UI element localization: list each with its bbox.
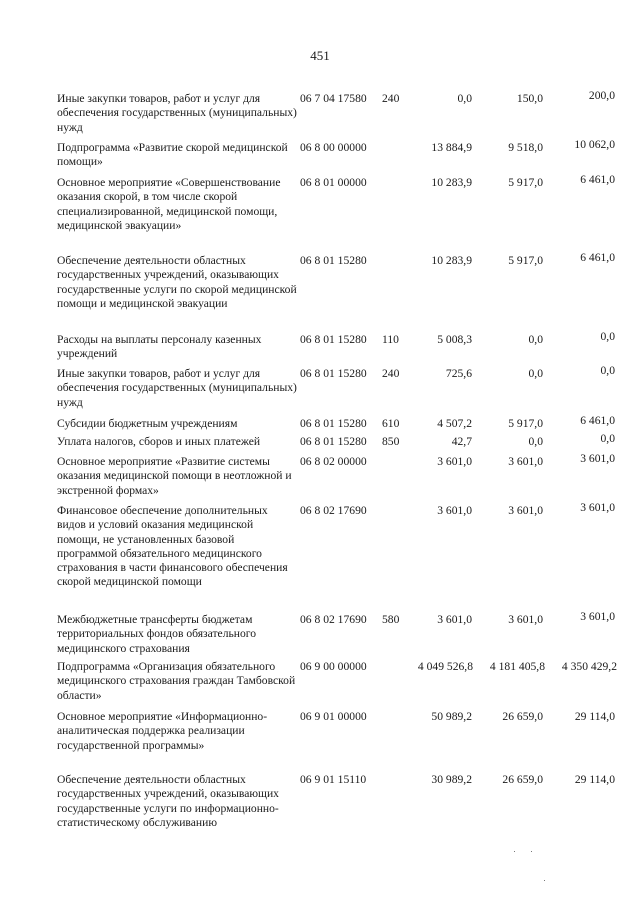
- row-name: Основное мероприятие «Информационно-аналитическая поддержка реализации государственной программы»: [57, 710, 268, 752]
- row-value-3: 3 601,0: [580, 452, 615, 465]
- row-value-1: 10 283,9: [431, 254, 472, 267]
- row-value-2: 0,0: [528, 435, 543, 448]
- row-vr: 240: [382, 92, 400, 105]
- row-value-3: 3 601,0: [580, 501, 615, 514]
- row-value-1: 3 601,0: [437, 455, 472, 468]
- row-code: 06 9 01 15110: [300, 773, 367, 786]
- row-value-2: 3 601,0: [508, 455, 543, 468]
- row-name: Обеспечение деятельности областных государственных учреждений, оказывающих государственные услуги по скорой медицинской помощи и медицинской эвакуации: [57, 254, 297, 310]
- row-value-3: 0,0: [600, 364, 615, 377]
- row-name: Расходы на выплаты персоналу казенных учреждений: [57, 333, 262, 361]
- scan-speck: [544, 880, 545, 881]
- row-value-1: 3 601,0: [437, 504, 472, 517]
- row-value-1: 725,6: [445, 367, 472, 380]
- row-value-2: 26 659,0: [502, 773, 543, 786]
- row-value-1: 0,0: [457, 92, 472, 105]
- row-vr: 110: [382, 333, 399, 346]
- row-name: Иные закупки товаров, работ и услуг для обеспечения государственных (муниципальных) нужд: [57, 367, 297, 409]
- row-value-3: 0,0: [600, 432, 615, 445]
- row-name: Межбюджетные трансферты бюджетам территориальных фондов обязательного медицинского страхования: [57, 613, 257, 655]
- row-value-3: 10 062,0: [574, 138, 615, 151]
- row-code: 06 8 01 00000: [300, 176, 367, 189]
- row-value-1: 50 989,2: [431, 710, 472, 723]
- row-vr: 240: [382, 367, 400, 380]
- row-value-2: 5 917,0: [508, 417, 543, 430]
- row-name: Подпрограмма «Организация обязательного медицинского страхования граждан Тамбовской области»: [57, 660, 296, 702]
- row-value-2: 0,0: [528, 367, 543, 380]
- row-value-3: 0,0: [600, 330, 615, 343]
- scan-speck: [531, 851, 532, 852]
- row-value-2: 3 601,0: [508, 504, 543, 517]
- row-vr: 610: [382, 417, 400, 430]
- row-code: 06 8 01 15280: [300, 417, 367, 430]
- row-code: 06 8 01 15280: [300, 254, 367, 267]
- row-code: 06 8 01 15280: [300, 333, 367, 346]
- row-code: 06 8 01 15280: [300, 367, 367, 380]
- row-code: 06 8 00 00000: [300, 141, 367, 154]
- row-value-1: 4 049 526,8: [417, 660, 473, 673]
- row-code: 06 8 01 15280: [300, 435, 367, 448]
- row-vr: 580: [382, 613, 400, 626]
- row-value-2: 0,0: [528, 333, 543, 346]
- row-value-2: 150,0: [516, 92, 543, 105]
- row-name: Основное мероприятие «Совершенствование оказания скорой, в том числе скорой специализированной, медицинской помощи, медицинской эвакуации»: [57, 176, 281, 232]
- row-value-1: 42,7: [451, 435, 472, 448]
- row-value-2: 5 917,0: [508, 176, 543, 189]
- row-value-3: 200,0: [588, 89, 615, 102]
- row-name: Основное мероприятие «Развитие системы оказания медицинской помощи в неотложной и экстренной формах»: [57, 455, 292, 497]
- row-code: 06 9 01 00000: [300, 710, 367, 723]
- row-value-3: 4 350 429,2: [561, 660, 617, 673]
- row-vr: 850: [382, 435, 400, 448]
- row-value-2: 26 659,0: [502, 710, 543, 723]
- row-name: Подпрограмма «Развитие скорой медицинской помощи»: [57, 141, 288, 169]
- row-code: 06 8 02 17690: [300, 504, 367, 517]
- row-value-3: 6 461,0: [580, 251, 615, 264]
- row-value-1: 30 989,2: [431, 773, 472, 786]
- row-code: 06 7 04 17580: [300, 92, 367, 105]
- row-code: 06 8 02 00000: [300, 455, 367, 468]
- row-value-1: 10 283,9: [431, 176, 472, 189]
- row-value-3: 6 461,0: [580, 173, 615, 186]
- row-value-2: 5 917,0: [508, 254, 543, 267]
- row-value-2: 3 601,0: [508, 613, 543, 626]
- row-code: 06 9 00 00000: [300, 660, 367, 673]
- row-value-1: 5 008,3: [437, 333, 472, 346]
- page-number: 451: [310, 48, 330, 63]
- row-name: Субсидии бюджетным учреждениям: [57, 417, 238, 430]
- row-value-3: 3 601,0: [580, 610, 615, 623]
- row-value-1: 4 507,2: [437, 417, 472, 430]
- row-value-1: 3 601,0: [437, 613, 472, 626]
- row-name: Обеспечение деятельности областных государственных учреждений, оказывающих государственные услуги по информационно-статистическому обслуживанию: [57, 773, 279, 829]
- scan-speck: [514, 851, 515, 852]
- row-name: Финансовое обеспечение дополнительных видов и условий оказания медицинской помощи, не установленных базовой программой обязательного медицинского страхования в части финансового обеспечения скорой медицинской помощи: [57, 504, 288, 589]
- row-value-2: 9 518,0: [508, 141, 543, 154]
- row-value-3: 6 461,0: [580, 414, 615, 427]
- row-name: Иные закупки товаров, работ и услуг для обеспечения государственных (муниципальных) нужд: [57, 92, 297, 134]
- row-value-3: 29 114,0: [574, 710, 615, 723]
- row-name: Уплата налогов, сборов и иных платежей: [57, 435, 261, 448]
- row-value-1: 13 884,9: [431, 141, 472, 154]
- row-value-2: 4 181 405,8: [489, 660, 545, 673]
- row-code: 06 8 02 17690: [300, 613, 367, 626]
- row-value-3: 29 114,0: [574, 773, 615, 786]
